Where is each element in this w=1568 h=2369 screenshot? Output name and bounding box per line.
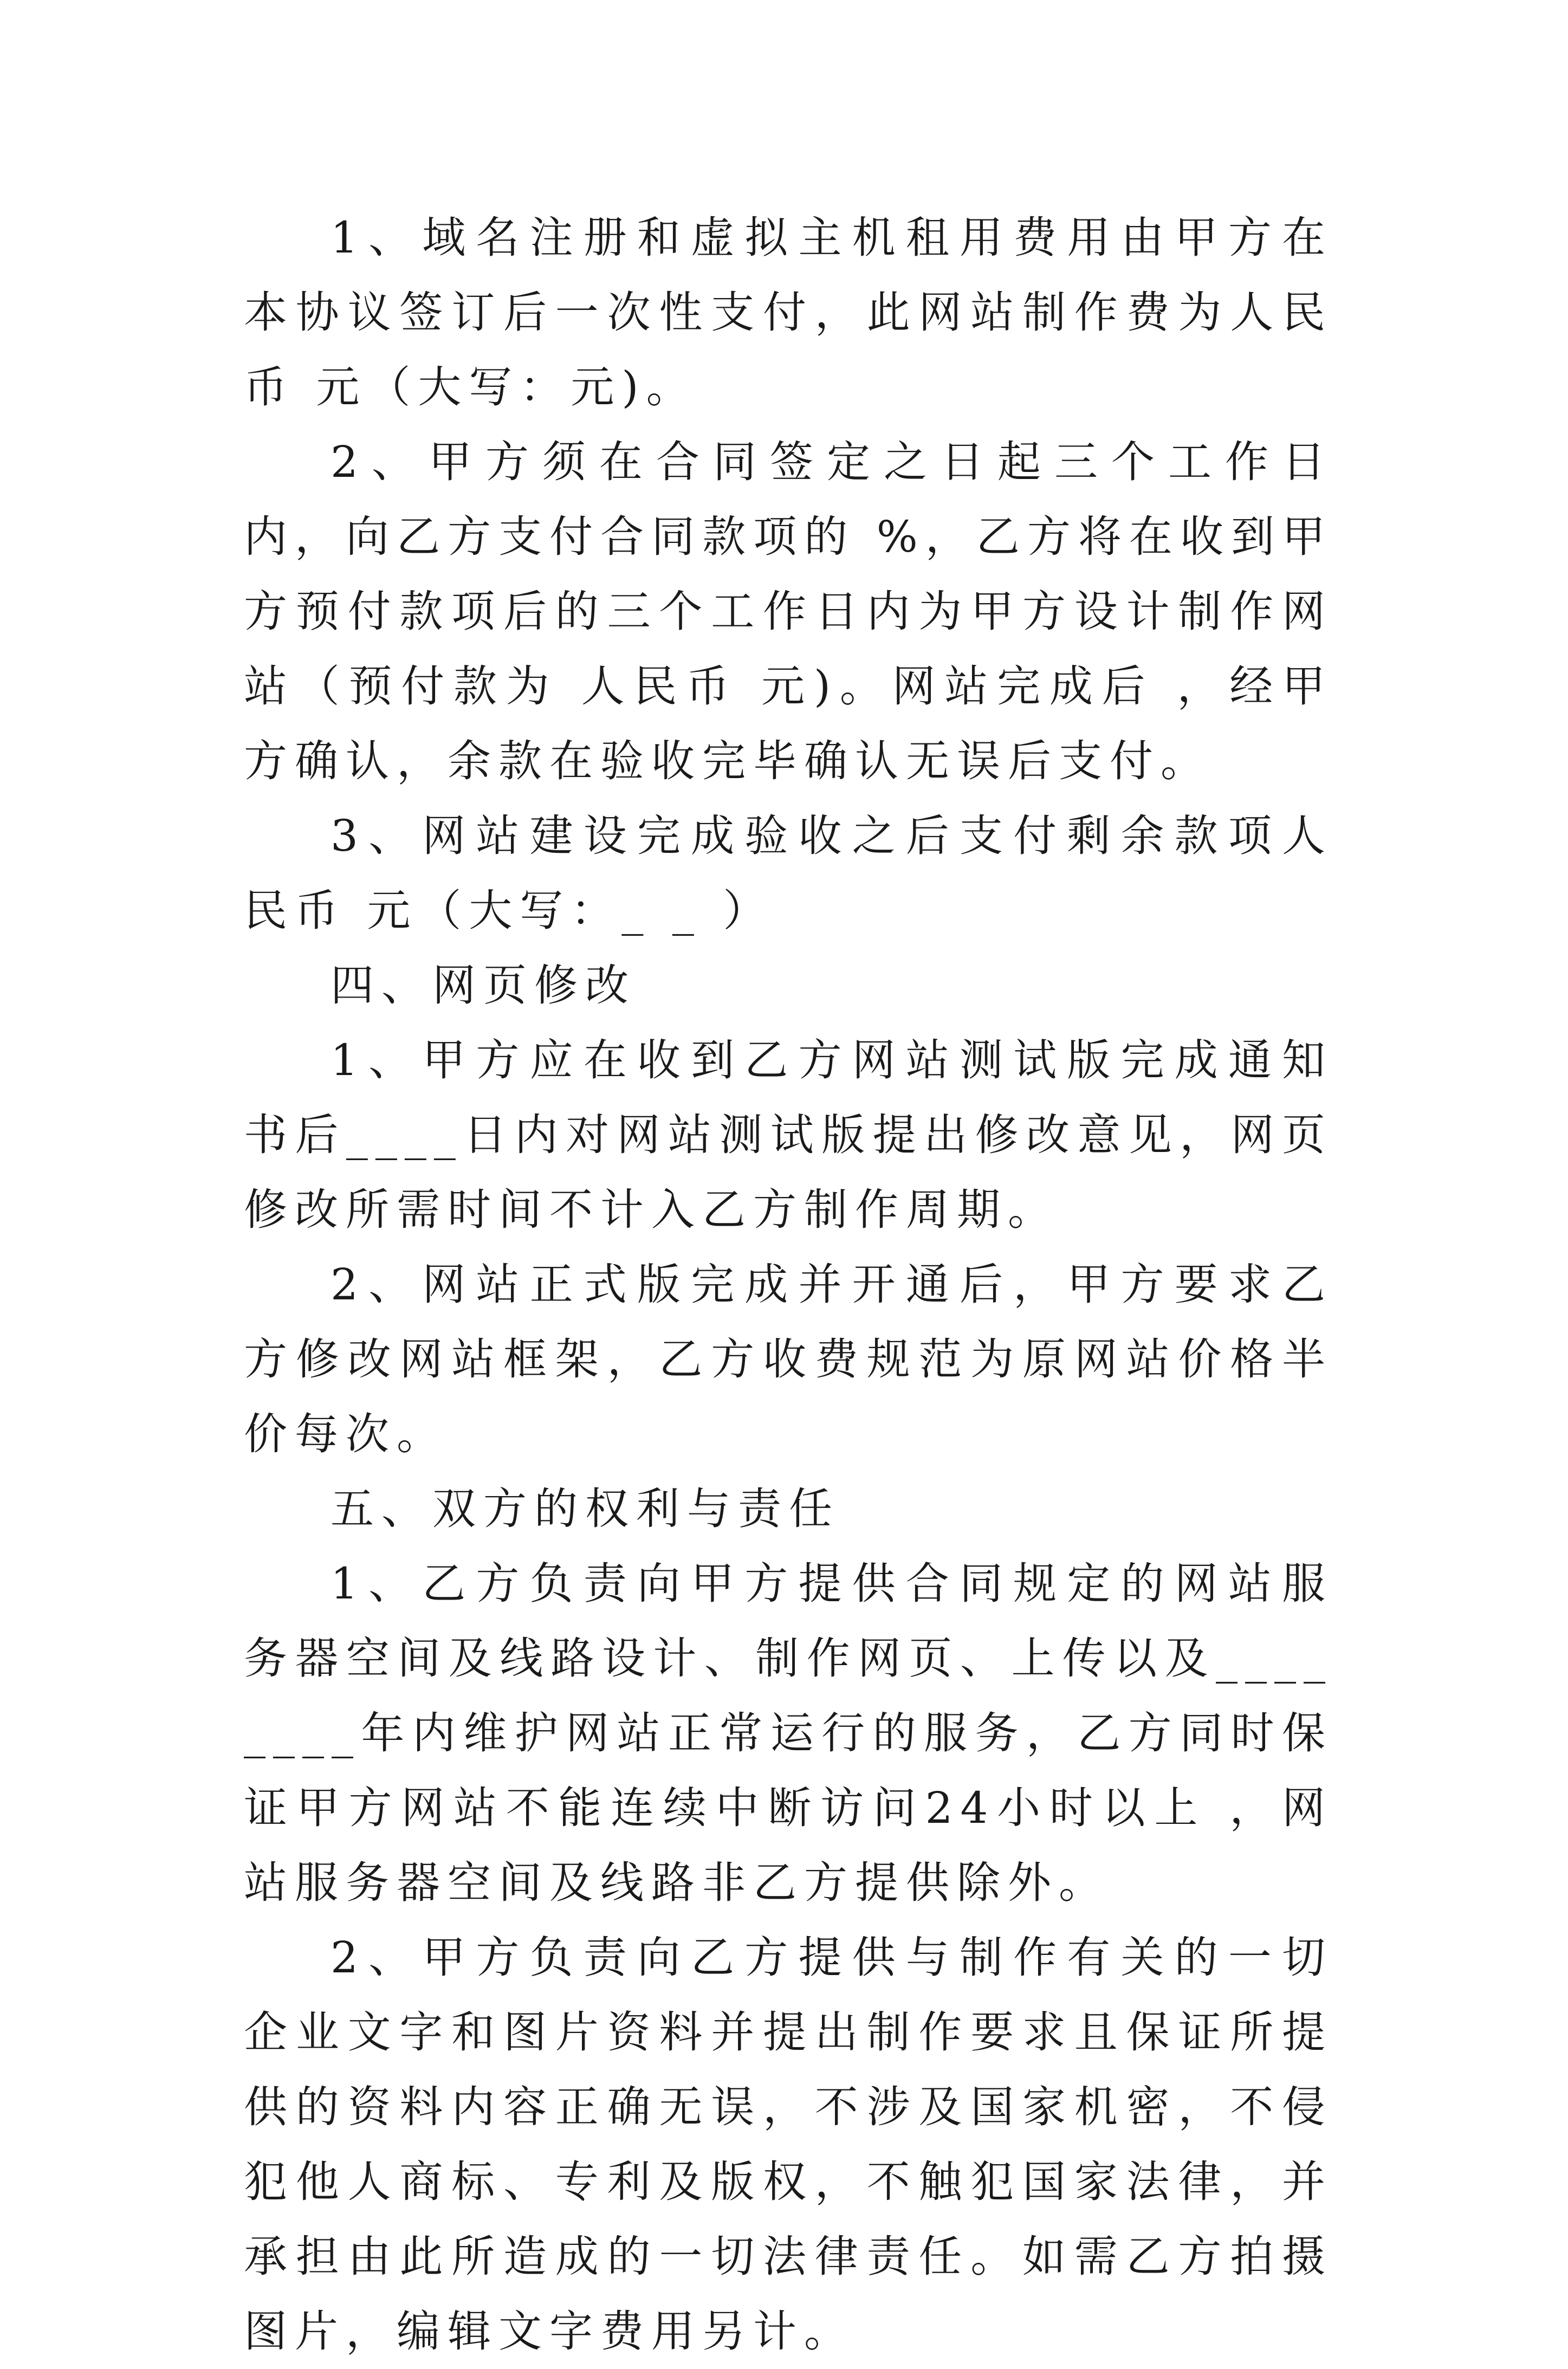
paragraph-payment-advance: 2、甲方须在合同签定之日起三个工作日内，向乙方支付合同款项的 %，乙方将在收到甲方预付款项后的三个工作日内为甲方设计制作网站（预付款为 人民币 元)。网站完成后 ，经甲方确认，余款在验收完毕确认无误后支付。 — [244, 437, 1333, 786]
section-heading-rights-duties: 五、双方的权利与责任 — [331, 1484, 840, 1534]
section-heading-page-revision: 四、网页修改 — [331, 960, 636, 1011]
document-body — [244, 200, 1333, 2369]
paragraph-party-b-duties: 1、乙方负责向甲方提供合同规定的网站服务器空间及线路设计、制作网页、上传以及________年内维护网站正常运行的服务，乙方同时保证甲方网站不能连续中断访问24小时以上 ，网站服务器空间及线路非乙方提供除外。 — [244, 1558, 1333, 1908]
paragraph-revision-official-version: 2、网站正式版完成并开通后，甲方要求乙方修改网站框架，乙方收费规范为原网站价格半价每次。 — [244, 1259, 1333, 1459]
paragraph-payment-balance: 3、网站建设完成验收之后支付剩余款项人民币 元（大写：_ _ ） — [244, 811, 1333, 936]
paragraph-party-a-duties: 2、甲方负责向乙方提供与制作有关的一切企业文字和图片资料并提出制作要求且保证所提供的资料内容正确无误，不涉及国家机密，不侵犯他人商标、专利及版权，不触犯国家法律，并承担由此所造成的一切法律责任。如需乙方拍摄图片，编辑文字费用另计。 — [244, 1932, 1333, 2357]
paragraph-revision-test-version: 1、甲方应在收到乙方网站测试版完成通知书后____日内对网站测试版提出修改意见，网页修改所需时间不计入乙方制作周期。 — [244, 1035, 1333, 1235]
paragraph-payment-domain: 1、域名注册和虚拟主机租用费用由甲方在本协议签订后一次性支付，此网站制作费为人民币 元（大写：元)。 — [244, 212, 1333, 412]
